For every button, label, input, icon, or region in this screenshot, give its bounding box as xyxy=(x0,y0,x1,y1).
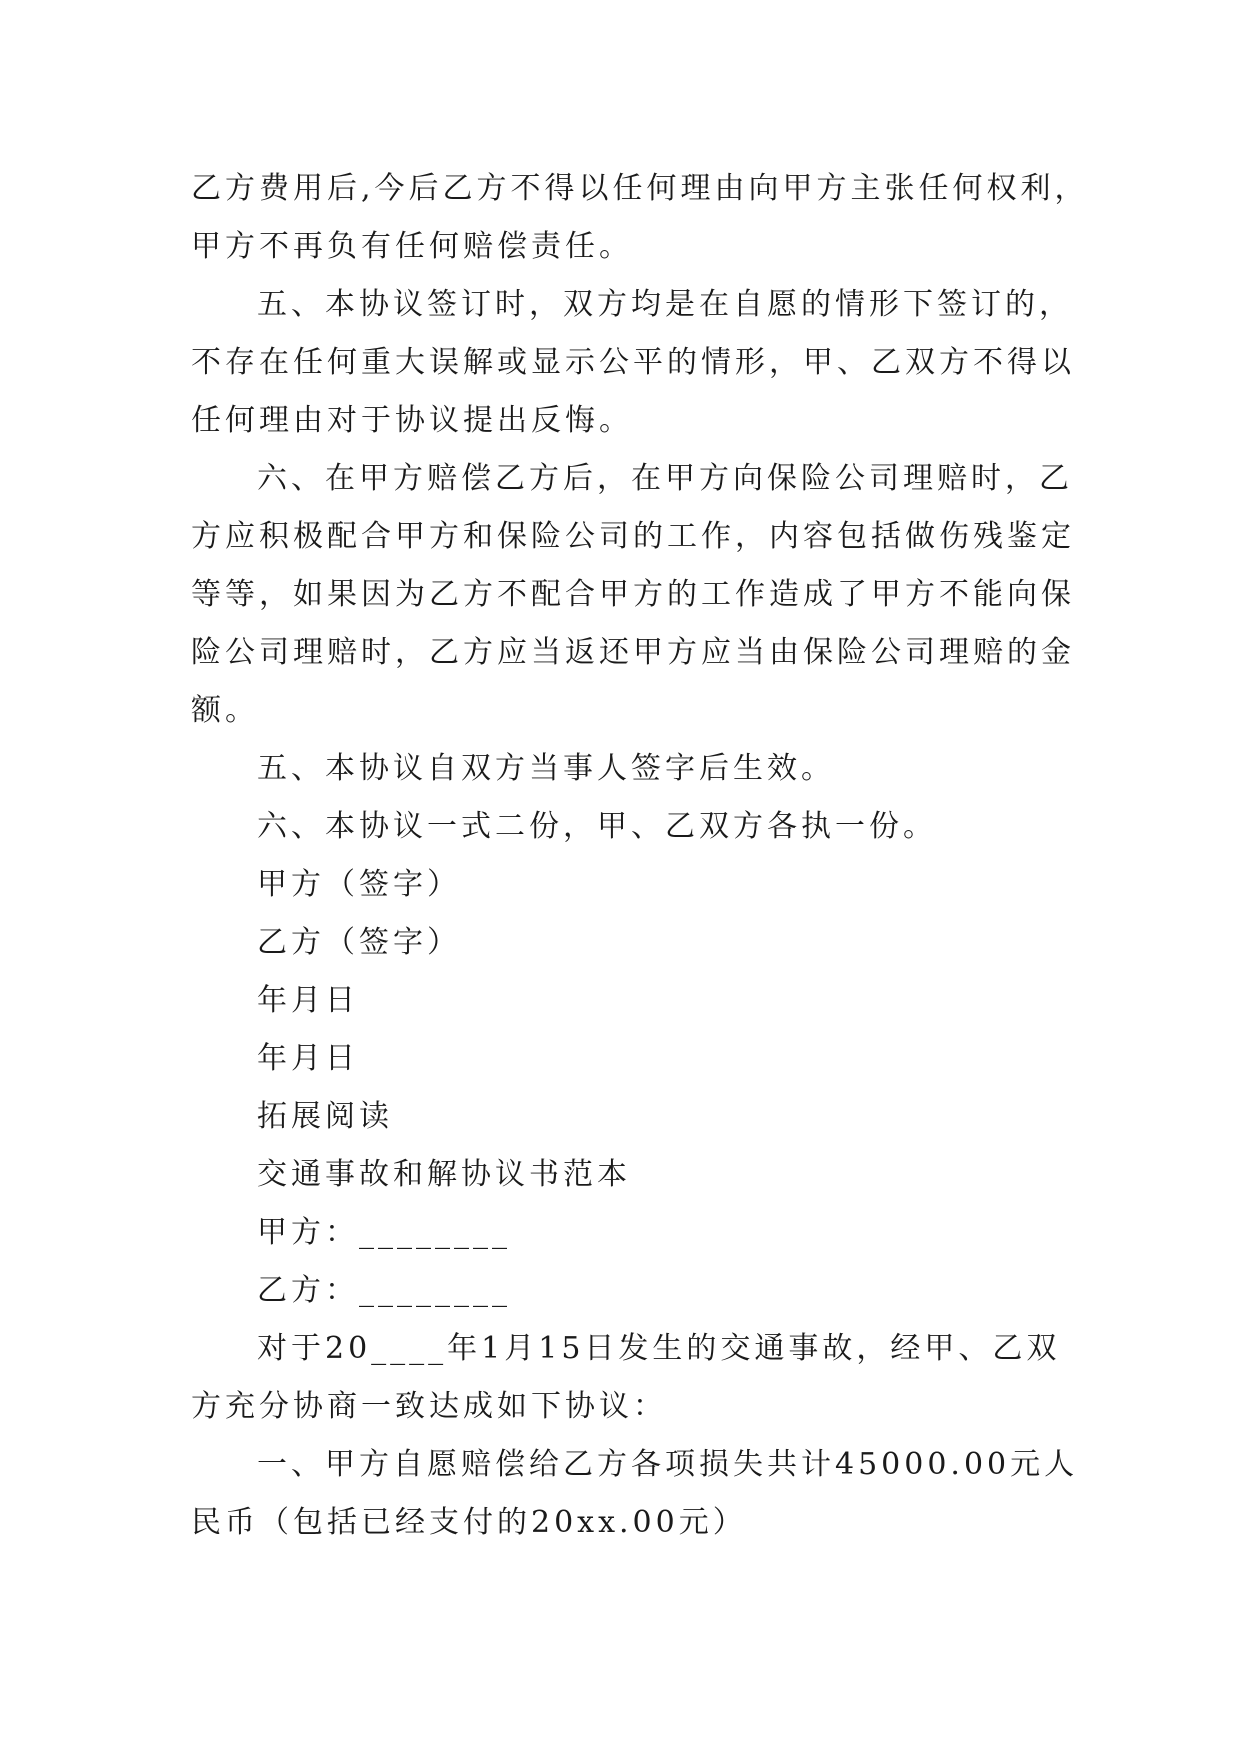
clause-copies: 六、本协议一式二份，甲、乙双方各执一份。 xyxy=(257,809,937,844)
accident-intro-line-2: 方充分协商一致达成如下协议： xyxy=(191,1389,667,1424)
clause-5-line-1: 五、本协议签订时，双方均是在自愿的情形下签订的， xyxy=(257,287,1073,322)
clause-effective: 五、本协议自双方当事人签字后生效。 xyxy=(257,751,835,786)
date-line-1: 年月日 xyxy=(257,983,359,1018)
clause-6-line-3: 等等，如果因为乙方不配合甲方的工作造成了甲方不能向保 xyxy=(191,577,1075,612)
document-body xyxy=(191,160,1091,1552)
party-b-signature: 乙方（签字） xyxy=(257,925,461,960)
party-a-signature: 甲方（签字） xyxy=(257,867,461,902)
accident-intro-line-1: 对于20____年1月15日发生的交通事故，经甲、乙双 xyxy=(257,1331,1061,1366)
clause-6-line-4: 险公司理赔时，乙方应当返还甲方应当由保险公司理赔的金 xyxy=(191,635,1075,670)
clause-1-line-1: 一、甲方自愿赔偿给乙方各项损失共计45000.00元人 xyxy=(257,1447,1079,1482)
body-line-2: 甲方不再负有任何赔偿责任。 xyxy=(191,229,633,264)
clause-6-line-5: 额。 xyxy=(191,693,259,728)
clause-5-line-3: 任何理由对于协议提出反悔。 xyxy=(191,403,633,438)
party-a-field: 甲方：________ xyxy=(257,1215,511,1250)
clause-6-line-2: 方应积极配合甲方和保险公司的工作，内容包括做伤残鉴定 xyxy=(191,519,1075,554)
clause-5-line-2: 不存在任何重大误解或显示公平的情形，甲、乙双方不得以 xyxy=(191,345,1075,380)
body-line-1: 乙方费用后,今后乙方不得以任何理由向甲方主张任何权利， xyxy=(191,171,1089,206)
extended-reading-heading: 拓展阅读 xyxy=(257,1099,393,1134)
clause-6-line-1: 六、在甲方赔偿乙方后，在甲方向保险公司理赔时，乙 xyxy=(257,461,1073,496)
sample-title: 交通事故和解协议书范本 xyxy=(257,1157,631,1192)
date-line-2: 年月日 xyxy=(257,1041,359,1076)
clause-1-line-2: 民币（包括已经支付的20xx.00元） xyxy=(191,1505,747,1540)
party-b-field: 乙方：________ xyxy=(257,1273,511,1308)
